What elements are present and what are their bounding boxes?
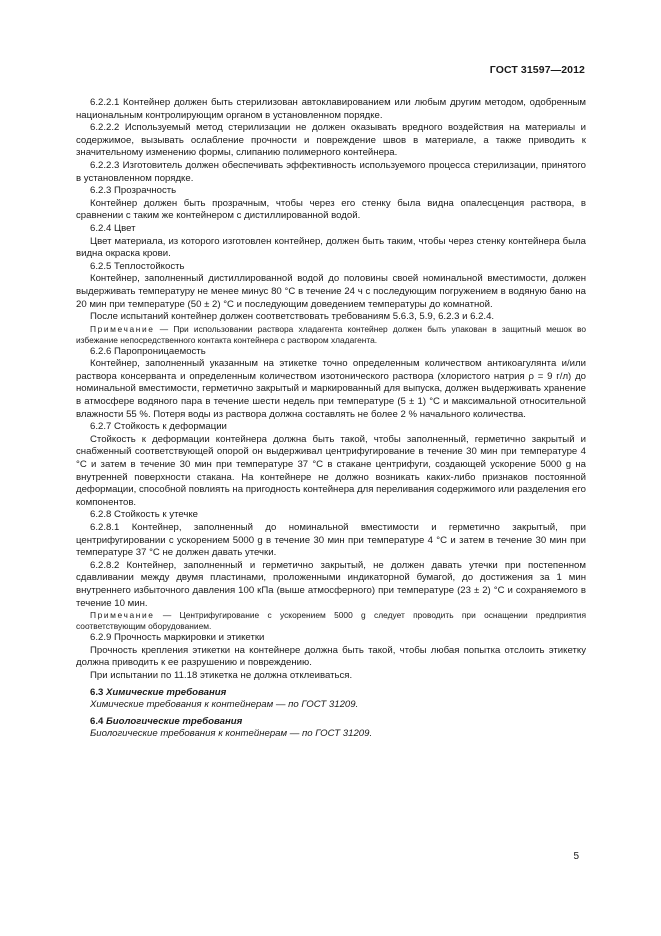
clause-6-2-3-text: Контейнер должен быть прозрачным, чтобы через его стенку была видна опалесценция раствора, в сравнении с таким же контейнером с дистиллированной водой. xyxy=(76,197,586,222)
clause-6-2-8-heading: 6.2.8 Стойкость к утечке xyxy=(90,509,199,521)
section-6-4-text: Биологические требования к контейнерам — по ГОСТ 31209. xyxy=(90,728,373,740)
section-6-3-heading xyxy=(76,687,586,700)
clause-6-2-8-2: 6.2.8.2 Контейнер, заполненный и герметично закрытый, не должен давать утечки при постепенном сдавливании между двумя пластинами, проложенными индикаторной бумагой, до достижения за 1 мин внутреннего избыточного давления 100 кПа (выше атмосферного) при температуре (23 ± 2) °С и сохраняемого в течение 10 мин. xyxy=(76,559,586,609)
clause-6-2-4-heading: 6.2.4 Цвет xyxy=(90,222,136,234)
clause-6-2-2-2: 6.2.2.2 Используемый метод стерилизации не должен оказывать вредного воздействия на материалы и содержимое, вызывать ослабление прочности и повреждение швов в материале, а также приводить к значительному изменению формы, слипанию полимерного контейнера. xyxy=(76,122,586,159)
section-title: Биологические требования xyxy=(106,715,243,727)
clause-6-2-2-3: 6.2.2.3 Изготовитель должен обеспечивать эффективность используемого процесса стерилизации, принятого в установленном порядке. xyxy=(76,159,586,184)
section-6-3-text: Химические требования к контейнерам — по ГОСТ 31209. xyxy=(90,699,359,711)
note-centrifuge xyxy=(76,610,586,632)
document-body xyxy=(76,97,586,741)
clause-6-2-6-text: Контейнер, заполненный указанным на этикетке точно определенным количеством антикоагулянта и/или раствора консерванта и определенным количеством изотонического раствора (хлористого натрия ρ = 9 г/л) до номинальной вместимости, герметично закрытый и маркированный для выпуска, должен выдерживать хранение в атмосфере водяного пара в течение шести недель при температуре (5 ± 1) °С и максимальной относительной влажности 55 %. Потеря воды из раствора должна составлять не более 2 % начального количества. xyxy=(76,358,586,420)
clause-6-2-2-1: 6.2.2.1 Контейнер должен быть стерилизован автоклавированием или любым другим методом, одобренным национальным контролирующим органом в установленном порядке. xyxy=(76,97,586,121)
clause-6-2-3-heading: 6.2.3 Прозрачность xyxy=(90,185,177,197)
note-refrigerant xyxy=(76,324,586,346)
clause-6-2-7-heading: 6.2.7 Стойкость к деформации xyxy=(90,421,227,433)
section-number: 6.4 xyxy=(90,715,107,727)
page-number: 5 xyxy=(573,851,579,862)
section-6-4-heading xyxy=(76,716,586,729)
note-label: Примечание xyxy=(90,610,155,621)
note-text: — При использовании раствора хладагента контейнер должен быть упакован в защитный мешок во избежание непосредственного контакта контейнера с раствором хладагента. xyxy=(76,323,586,345)
clause-6-2-9-heading: 6.2.9 Прочность маркировки и этикетки xyxy=(90,632,265,644)
clause-6-2-9-text: Прочность крепления этикетки на контейнере должна быть такой, чтобы любая попытка отслоить этикетку должна приводить к ее разрушению и повреждению. xyxy=(76,644,586,669)
note-label: Примечание xyxy=(90,323,155,334)
clause-6-2-7-text: Стойкость к деформации контейнера должна быть такой, чтобы заполненный, герметично закрытый и снабженный соответствующей опорой он выдерживал центрифугирование в течение 30 мин при температуре 4 °С и затем в течение 30 мин при температуре 37 °С в стакане центрифуги, создающей ускорение 5000 g на внутренней поверхности стакана. На контейнере не должно возникать каких-либо признаков постоянной деформации, способной повлиять на пригодность контейнера для переливания содержимого или разделения его компонентов. xyxy=(76,433,586,508)
section-number: 6.3 xyxy=(90,686,107,698)
clause-6-2-4-text: Цвет материала, из которого изготовлен контейнер, должен быть таким, чтобы через стенку контейнера была видна окраска крови. xyxy=(76,235,586,260)
clause-6-2-8-1: 6.2.8.1 Контейнер, заполненный до номинальной вместимости и герметично закрытый, при центрифугировании с ускорением 5000 g в течение 30 мин при температуре 4 °С и затем в течение 30 мин при температуре 37 °С не должен давать утечки. xyxy=(76,522,586,559)
clause-6-2-5-after-test: После испытаний контейнер должен соответствовать требованиям 5.6.3, 5.9, 6.2.3 и 6.2.4. xyxy=(90,311,495,323)
clause-6-2-6-heading: 6.2.6 Паропроницаемость xyxy=(90,345,206,357)
clause-6-2-9-test: При испытании по 11.18 этикетка не должна отклеиваться. xyxy=(90,669,353,681)
clause-6-2-5-text: Контейнер, заполненный дистиллированной водой до половины своей номинальной вместимости, должен выдерживать температуру не менее минус 80 °С в течение 24 ч с последующим погружением в водяную баню на 20 мин при температуре (50 ± 2) °С и последующим доведением температуры до комнатной. xyxy=(76,273,586,310)
section-title: Химические требования xyxy=(106,686,227,698)
document-id-header: ГОСТ 31597—2012 xyxy=(489,64,585,76)
note-text: — Центрифугирование с ускорением 5000 g следует проводить при оснащении предприятия соответствующим оборудованием. xyxy=(76,610,586,632)
clause-6-2-5-heading: 6.2.5 Теплостойкость xyxy=(90,260,185,272)
